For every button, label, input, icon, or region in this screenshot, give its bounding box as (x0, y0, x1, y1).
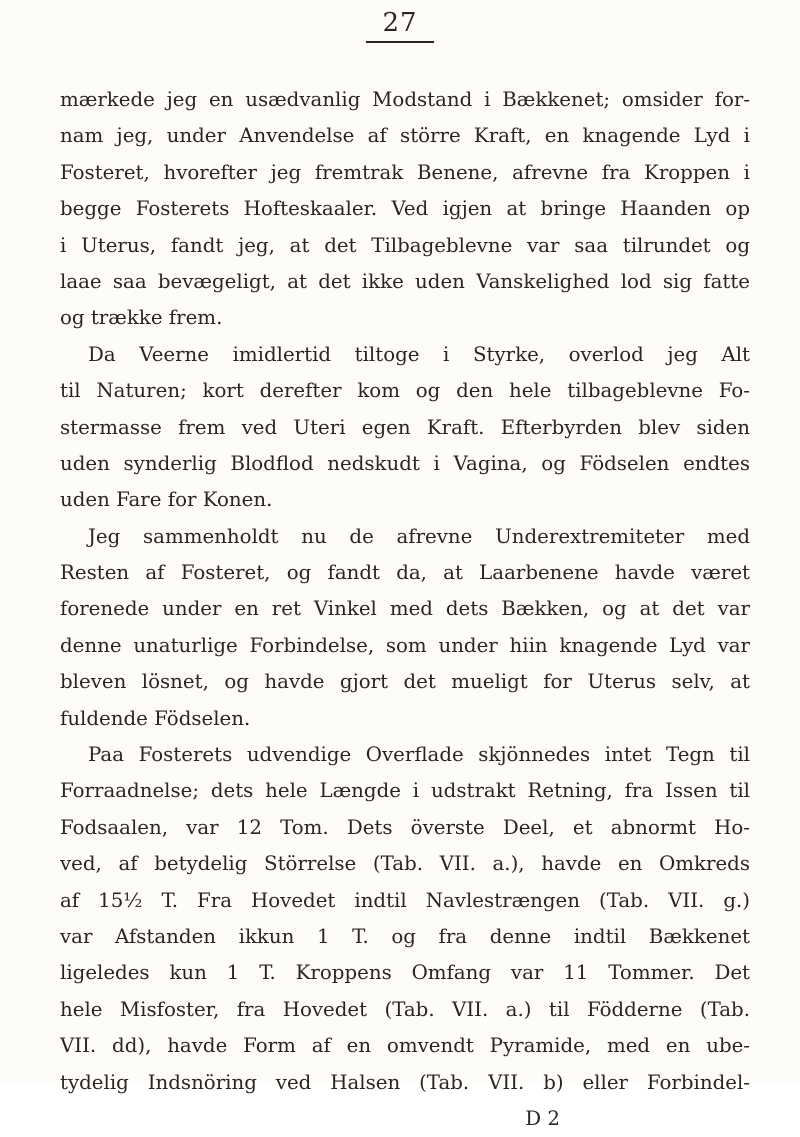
paragraph-4 (60, 737, 750, 1101)
text-line: begge Fosterets Hofteskaaler. Ved igjen at bringe Haanden op (60, 197, 750, 221)
text-line: denne unaturlige Forbindelse, som under hiin knagende Lyd var (60, 633, 750, 657)
text-line: Paa Fosterets udvendige Overflade skjönnedes intet Tegn til (88, 743, 750, 767)
text-line: fuldende Födselen. (60, 706, 251, 730)
text-line: bleven lösnet, og havde gjort det mueligt for Uterus selv, at (60, 670, 750, 694)
text-line: laae saa bevægeligt, at det ikke uden Vanskelighed lod sig fatte (60, 269, 750, 293)
page-number-rule (366, 41, 434, 43)
text-line: Resten af Fosteret, og fandt da, at Laarbenene havde været (60, 561, 750, 585)
text-line: ved, af betydelig Störrelse (Tab. VII. a.), havde en Omkreds (60, 852, 750, 876)
text-line: Fodsaalen, var 12 Tom. Dets överste Deel, et abnormt Ho- (60, 815, 750, 839)
text-line: nam jeg, under Anvendelse af större Kraft, en knagende Lyd i (60, 124, 750, 148)
paragraph-1 (60, 82, 750, 337)
text-line: i Uterus, fandt jeg, at det Tilbageblevne var saa tilrundet og (60, 233, 750, 257)
text-line: var Afstanden ikkun 1 T. og fra denne indtil Bækkenet (60, 924, 750, 948)
paragraph-2 (60, 337, 750, 519)
body-text (60, 82, 750, 1137)
page-number: 27 (382, 8, 418, 38)
text-line: uden synderlig Blodflod nedskudt i Vagina, og Födselen endtes (60, 451, 750, 475)
text-line: til Naturen; kort derefter kom og den hele tilbageblevne Fo- (60, 379, 750, 403)
text-line: forenede under en ret Vinkel med dets Bækken, og at det var (60, 597, 750, 621)
text-line: Da Veerne imidlertid tiltoge i Styrke, overlod jeg Alt (88, 342, 750, 366)
signature-mark: D 2 (525, 1106, 560, 1130)
text-line: af 15½ T. Fra Hovedet indtil Navlestrængen (Tab. VII. g.) (60, 888, 750, 912)
text-line: hele Misfoster, fra Hovedet (Tab. VII. a.) til Födderne (Tab. (60, 997, 750, 1021)
text-line: stermasse frem ved Uteri egen Kraft. Efterbyrden blev siden (60, 415, 750, 439)
text-line: VII. dd), havde Form af en omvendt Pyramide, med en ube- (60, 1034, 750, 1058)
text-line: Jeg sammenholdt nu de afrevne Underextremiteter med (88, 524, 750, 548)
text-line: tydelig Indsnöring ved Halsen (Tab. VII. b) eller Forbindel- (60, 1070, 750, 1094)
text-line: uden Fare for Konen. (60, 488, 273, 512)
text-line: og trække frem. (60, 306, 223, 330)
text-line: ligeledes kun 1 T. Kroppens Omfang var 11 Tommer. Det (60, 961, 750, 985)
paragraph-3 (60, 519, 750, 737)
text-line: Forraadnelse; dets hele Længde i udstrakt Retning, fra Issen til (60, 779, 750, 803)
text-line: Fosteret, hvorefter jeg fremtrak Benene, afrevne fra Kroppen i (60, 160, 750, 184)
text-line: mærkede jeg en usædvanlig Modstand i Bækkenet; omsider for- (60, 88, 750, 111)
